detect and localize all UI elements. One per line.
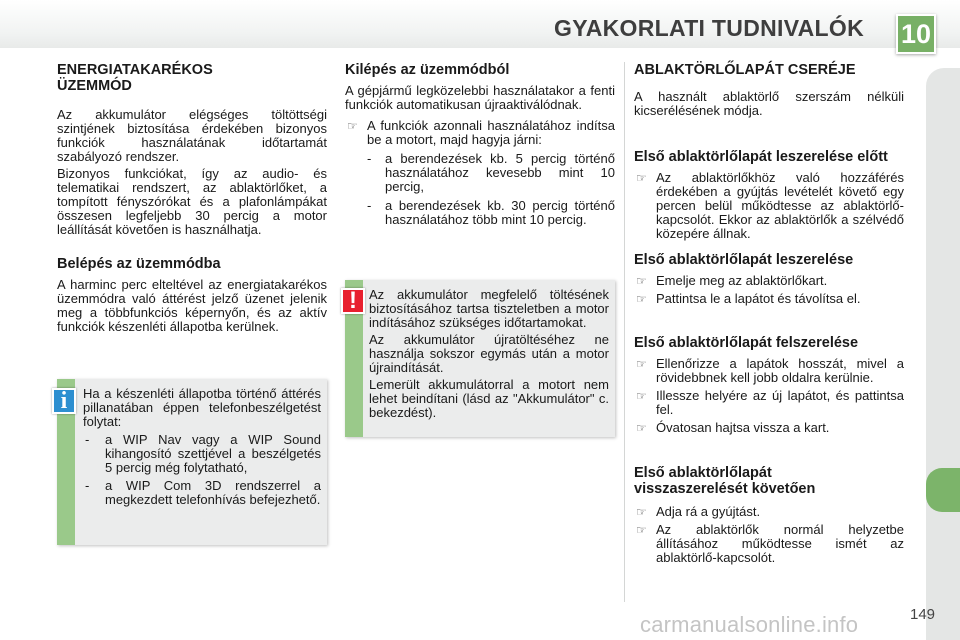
info-box [57, 379, 327, 545]
watermark: carmanualsonline.info [640, 612, 859, 637]
warning-box [345, 280, 615, 437]
bullet-item [634, 274, 904, 288]
paragraph: A harminc perc elteltével az energiatakarékos üzemmódra való áttérést jelző üzenet jelenik meg a többfunkciós képernyőn, és az aktív funkciók készenléti állapotba kerülnek. [57, 277, 327, 334]
bullet-item [634, 357, 904, 385]
warning-icon: ! [341, 288, 365, 314]
list-item-text: a WIP Com 3D rendszerrel a megkezdett telefonhívás befejezhető. [105, 478, 321, 507]
hand-pointer-icon: ☞ [636, 523, 647, 537]
bullet-text: A funkciók azonnali használatához indítsa be a motort, majd hagyja járni: [367, 118, 615, 147]
hand-pointer-icon: ☞ [636, 505, 647, 519]
list-item-text: a berendezések kb. 5 percig történő használatához kevesebb mint 10 percig, [385, 151, 615, 194]
bullet-item [634, 389, 904, 417]
list-item: - a WIP Com 3D rendszerrel a megkezdett telefonhívás befejezhető. [85, 478, 321, 507]
bullet-text: Óvatosan hajtsa vissza a kart. [656, 420, 830, 435]
chapter-badge: 10 [896, 14, 936, 54]
bullet-text: Az ablaktörlők normál helyzetbe állításához működtesse ismét az ablaktörlő-kapcsolót. [656, 522, 904, 565]
bullet-item [634, 292, 904, 306]
hand-pointer-icon: ☞ [636, 274, 647, 288]
hand-pointer-icon: ☞ [636, 292, 647, 306]
hand-pointer-icon: ☞ [636, 357, 647, 371]
info-box-text [83, 387, 321, 507]
column-middle [345, 62, 615, 227]
bullet-text: Az ablaktörlőkhöz való hozzáférés érdekében a gyújtás levételét követő egy percen belül működtesse az ablaktörlő-kapcsolót. Ekkor az ablaktörlők a szélvédő közepére állnak. [656, 170, 904, 241]
hand-pointer-icon: ☞ [347, 119, 358, 133]
list-item-text: a berendezések kb. 30 percig történő használatához több mint 10 percig. [385, 198, 615, 227]
warning-box-text [369, 288, 609, 420]
section-title-wiper-replacement: ABLAKTÖRLŐLAPÁT CSERÉJE [634, 62, 856, 78]
bullet-item [345, 119, 615, 147]
bullet-item [634, 523, 904, 565]
bullet-item [634, 421, 904, 435]
section-title-enter-mode: Belépés az üzemmódba [57, 256, 221, 272]
section-title-energy-mode: ENERGIATAKARÉKOS ÜZEMMÓD [57, 62, 213, 94]
bullet-text: Ellenőrizze a lapátok hosszát, mivel a rövidebbnek kell jobb oldalra kerülnie. [656, 356, 904, 385]
info-paragraph: Ha a készenléti állapotba történő áttérés pillanatában éppen telefonbeszélgetést folytat: [83, 386, 321, 429]
list-item: - a WIP Nav vagy a WIP Sound kihangosító szettjével a beszélgetés 5 percig még folytatható, [85, 432, 321, 475]
page-title: GYAKORLATI TUDNIVALÓK [554, 15, 864, 41]
paragraph: Bizonyos funkciókat, így az audio- és telematikai rendszert, az ablaktörlőket, a tompított fényszórókat és a plafonlámpákat összesen legfeljebb 30 percig a motor leállítását követően is használhatja. [57, 166, 327, 237]
section-title-after-fitting: Első ablaktörlőlapát visszaszerelését követően [634, 465, 816, 497]
side-chapter-tab [926, 468, 960, 512]
bullet-text: Emelje meg az ablaktörlőkart. [656, 273, 828, 288]
section-title-exit-mode: Kilépés az üzemmódból [345, 62, 510, 78]
section-title-before-removal: Első ablaktörlőlapát leszerelése előtt [634, 149, 888, 165]
bullet-item [634, 505, 904, 519]
list-item: - a berendezések kb. 5 percig történő használatához kevesebb mint 10 percig, [367, 151, 615, 194]
paragraph: A gépjármű legközelebbi használatakor a fenti funkciók automatikusan újraaktiválódnak. [345, 83, 615, 112]
side-tab-strip [926, 68, 960, 640]
list-item: - a berendezések kb. 30 percig történő használatához több mint 10 percig. [367, 198, 615, 227]
warning-paragraph: Az akkumulátor újratöltéséhez ne használja sokszor egymás után a motor újraindítását. [369, 332, 609, 375]
bullet-text: Adja rá a gyújtást. [656, 504, 761, 519]
hand-pointer-icon: ☞ [636, 389, 647, 403]
bullet-text: Illessze helyére az új lapátot, és pattintsa fel. [656, 388, 904, 417]
paragraph: A használt ablaktörlő szerszám nélküli kicserélésének módja. [634, 89, 904, 118]
column-right [634, 62, 904, 565]
page-number: 149 [910, 606, 936, 623]
column-left [57, 62, 327, 334]
info-icon: i [52, 388, 76, 414]
bullet-text: Pattintsa le a lapátot és távolítsa el. [656, 291, 861, 306]
hand-pointer-icon: ☞ [636, 171, 647, 185]
list-item-text: a WIP Nav vagy a WIP Sound kihangosító szettjével a beszélgetés 5 percig még folytatható, [105, 432, 321, 475]
warning-paragraph: Lemerült akkumulátorral a motort nem lehet beindítani (lásd az "Akkumulátor" c. bekezdést). [369, 377, 609, 420]
bullet-item [634, 171, 904, 241]
section-title-fitting: Első ablaktörlőlapát felszerelése [634, 335, 859, 351]
section-title-removal: Első ablaktörlőlapát leszerelése [634, 252, 854, 268]
hand-pointer-icon: ☞ [636, 421, 647, 435]
column-divider [624, 62, 625, 602]
paragraph: Az akkumulátor elégséges töltöttségi szintjének biztosítása érdekében bizonyos funkciók használatának időtartamát szabályozó rendszer. [57, 107, 327, 164]
warning-paragraph: Az akkumulátor megfelelő töltésének biztosításához tartsa tiszteletben a motor indításához szükséges időtartamokat. [369, 287, 609, 330]
